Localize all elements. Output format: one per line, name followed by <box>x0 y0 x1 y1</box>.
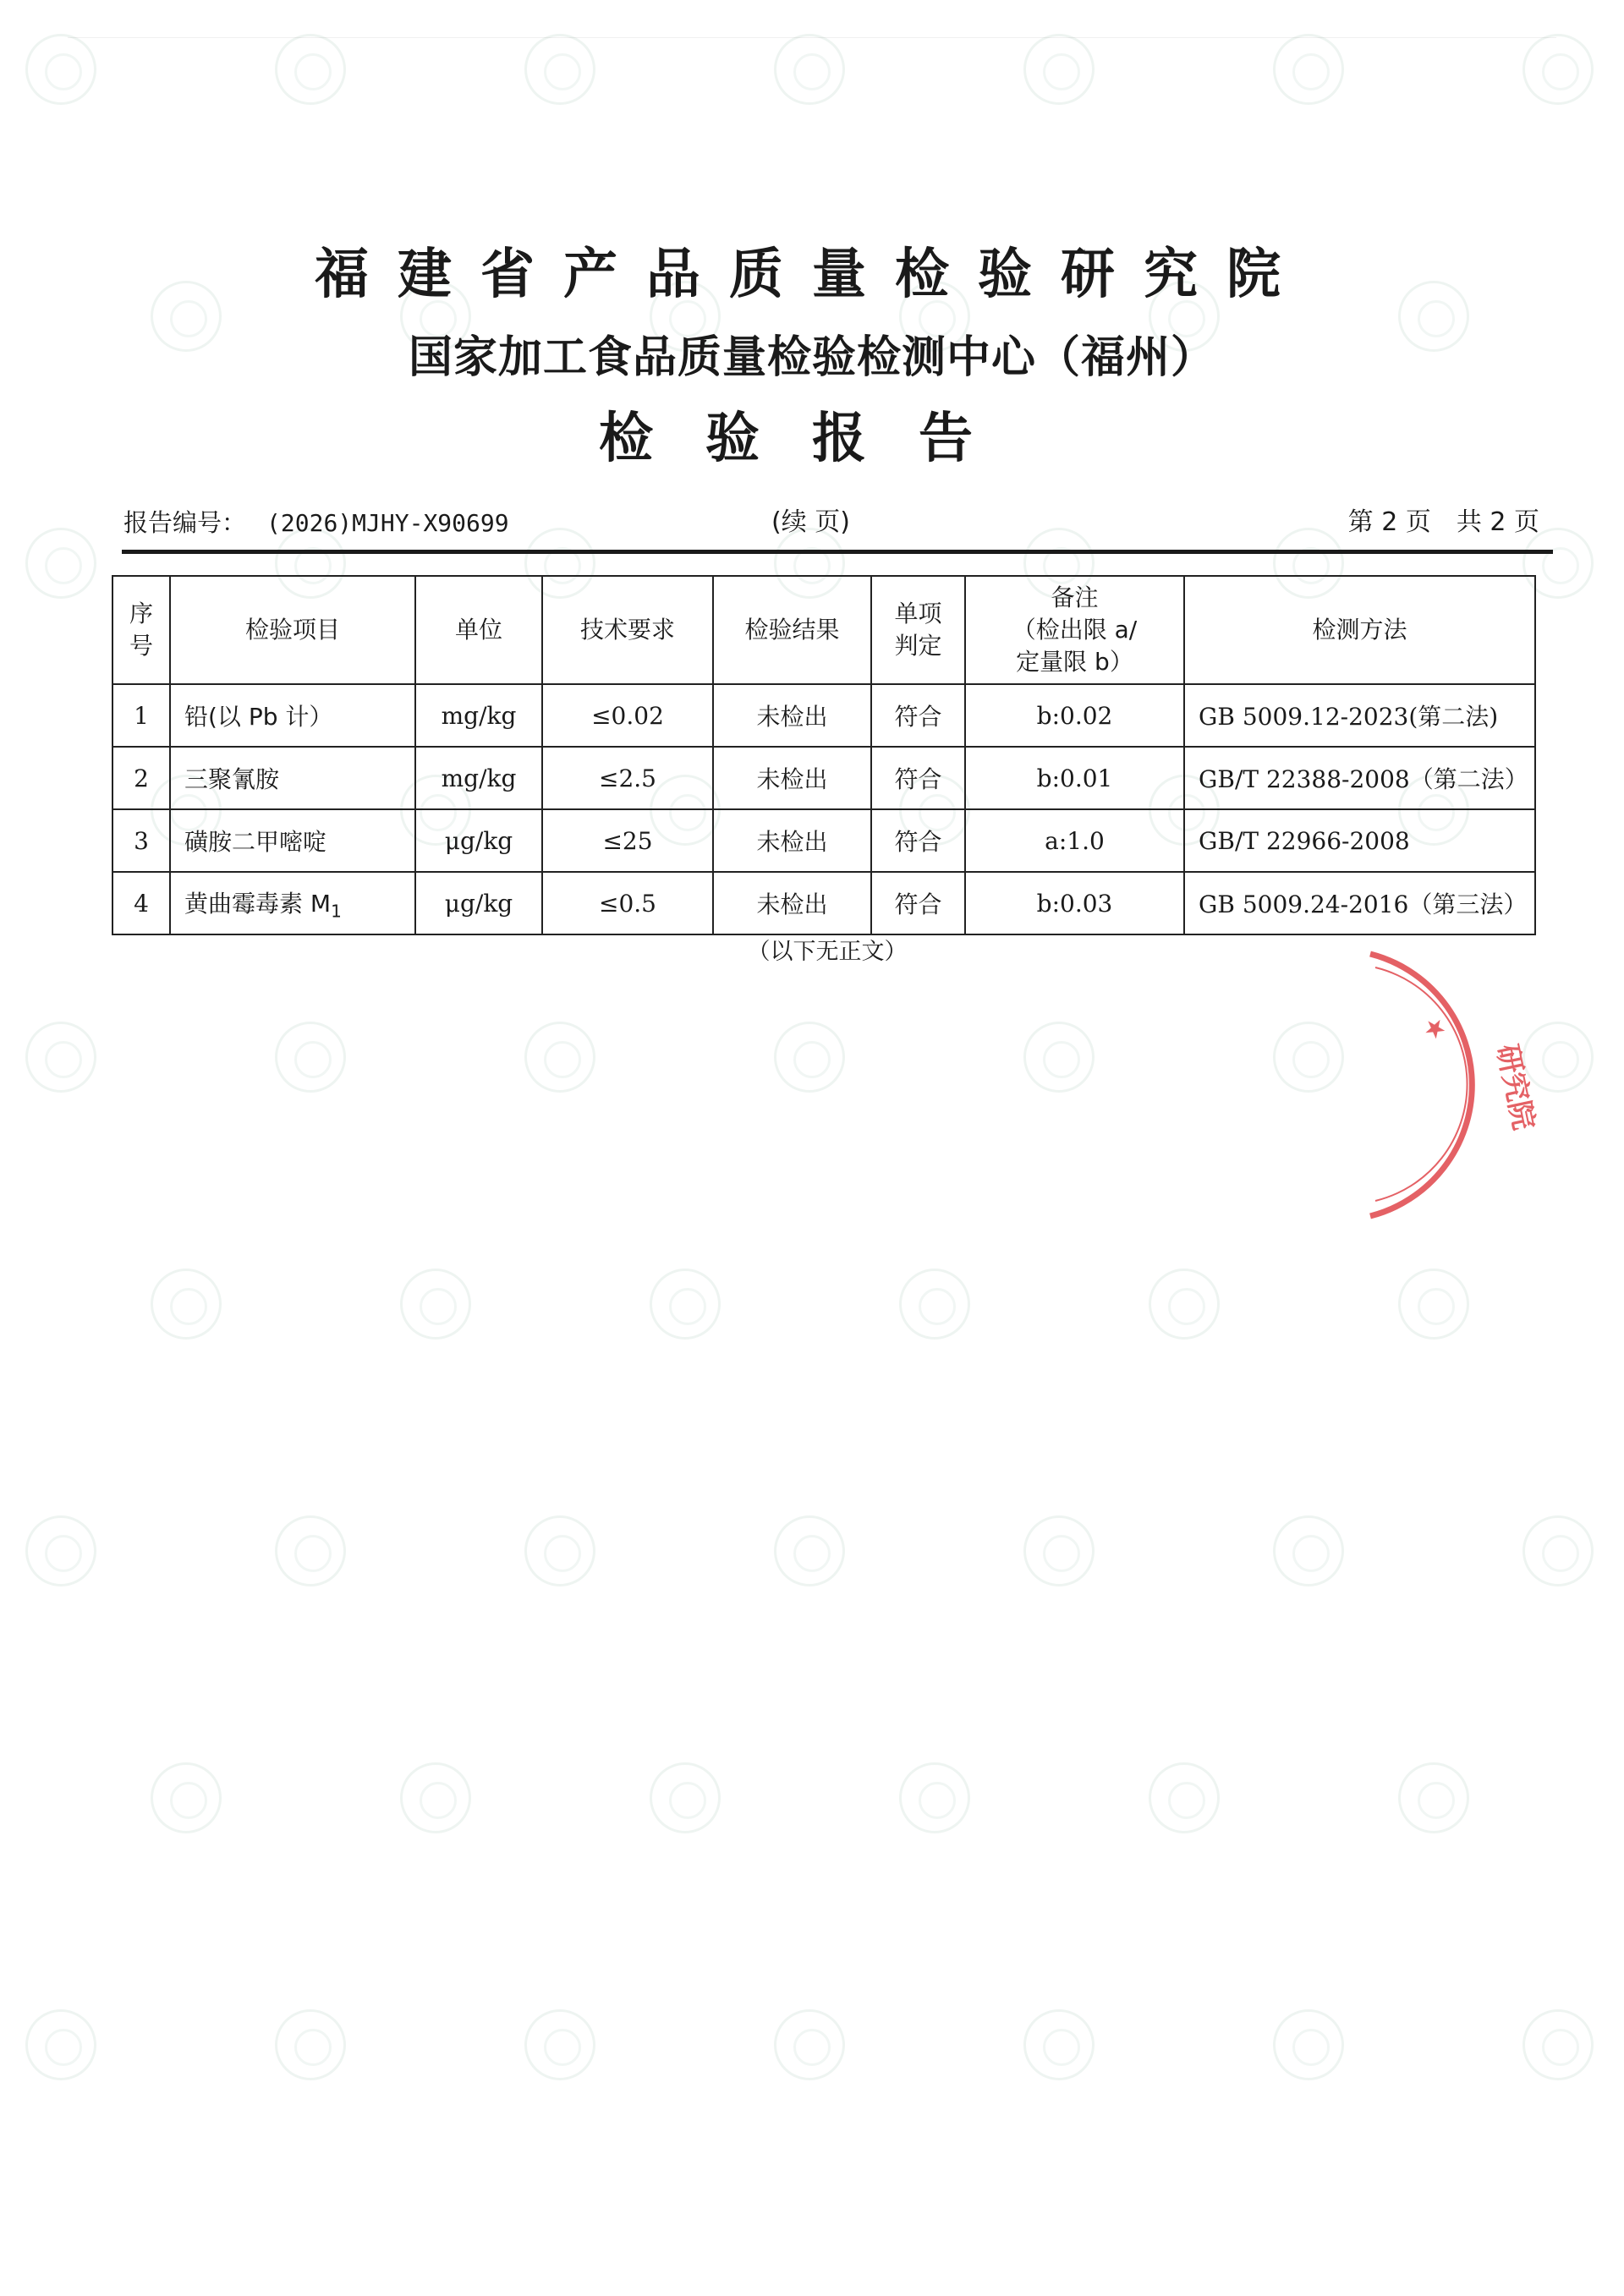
header-item: 检验项目 <box>170 576 415 684</box>
seal-text: 研究院 <box>1490 1041 1541 1133</box>
document-type-title: 检验报告 <box>599 408 1025 470</box>
cell-remark: b:0.02 <box>965 684 1184 747</box>
watermark-emblem <box>1023 1515 1095 1586</box>
watermark-emblem <box>1398 1269 1469 1340</box>
cell-judgment: 符合 <box>871 872 965 934</box>
watermark-emblem <box>151 1762 222 1833</box>
header-judgment-line1: 单项 <box>894 600 942 627</box>
watermark-emblem <box>1023 2009 1095 2080</box>
watermark-emblem <box>1522 1022 1594 1093</box>
cell-item: 铅(以 Pb 计） <box>170 684 415 747</box>
official-seal <box>1294 945 1573 1225</box>
watermark-emblem <box>25 1515 96 1586</box>
table-row <box>112 809 1535 872</box>
watermark-emblem <box>774 1515 845 1586</box>
cell-item: 磺胺二甲嘧啶 <box>170 809 415 872</box>
watermark-emblem <box>1149 1269 1220 1340</box>
cell-judgment: 符合 <box>871 684 965 747</box>
cell-requirement: ≤0.5 <box>542 872 713 934</box>
header-no-line2: 号 <box>129 632 153 660</box>
watermark-emblem <box>774 34 845 105</box>
report-number-value: (2026)MJHY-X90699 <box>266 509 509 537</box>
table-row <box>112 684 1535 747</box>
cell-item: 三聚氰胺 <box>170 747 415 809</box>
cell-no: 1 <box>112 684 170 747</box>
header-judgment <box>871 576 965 684</box>
watermark-emblem <box>151 1269 222 1340</box>
cell-item-text: 黄曲霉毒素 M <box>184 889 332 918</box>
watermark-emblem <box>1522 2009 1594 2080</box>
watermark-emblem <box>25 34 96 105</box>
watermark-emblem <box>1398 1762 1469 1833</box>
watermark-emblem <box>1273 34 1344 105</box>
cell-unit: mg/kg <box>415 684 542 747</box>
seal-inner-ring <box>1375 967 1468 1201</box>
header-no-line1: 序 <box>129 600 153 627</box>
watermark-emblem <box>524 34 595 105</box>
results-table <box>112 575 1536 935</box>
report-number <box>123 506 509 540</box>
continuation-label: (续 页) <box>771 507 850 537</box>
end-of-text-note: （以下无正文） <box>747 939 908 965</box>
cell-remark: a:1.0 <box>965 809 1184 872</box>
cell-no: 3 <box>112 809 170 872</box>
cell-remark: b:0.03 <box>965 872 1184 934</box>
report-number-label: 报告编号： <box>123 508 247 537</box>
watermark-emblem <box>1149 1762 1220 1833</box>
header-method: 检测方法 <box>1184 576 1535 684</box>
watermark-emblem <box>524 1515 595 1586</box>
cell-judgment: 符合 <box>871 809 965 872</box>
cell-item-subscript: 1 <box>331 901 342 922</box>
watermark-emblem <box>899 1269 970 1340</box>
cell-method: GB 5009.12-2023(第二法) <box>1184 684 1535 747</box>
top-edge-line <box>68 37 1556 38</box>
watermark-emblem <box>25 528 96 599</box>
cell-result: 未检出 <box>713 747 871 809</box>
watermark-emblem <box>774 1022 845 1093</box>
cell-result: 未检出 <box>713 872 871 934</box>
watermark-emblem <box>1522 34 1594 105</box>
cell-requirement: ≤0.02 <box>542 684 713 747</box>
cell-remark: b:0.01 <box>965 747 1184 809</box>
cell-method: GB/T 22966-2008 <box>1184 809 1535 872</box>
header-rule <box>122 550 1553 554</box>
cell-item <box>170 872 415 934</box>
institute-title: 福建省产品质量检验研究院 <box>315 244 1309 306</box>
header-unit: 单位 <box>415 576 542 684</box>
cell-requirement: ≤25 <box>542 809 713 872</box>
center-subtitle: 国家加工食品质量检验检测中心（福州） <box>408 332 1215 383</box>
watermark-emblem <box>400 1269 471 1340</box>
cell-unit: μg/kg <box>415 872 542 934</box>
watermark-emblem <box>25 1022 96 1093</box>
watermark-emblem <box>1522 1515 1594 1586</box>
table-row <box>112 747 1535 809</box>
watermark-emblem <box>524 2009 595 2080</box>
watermark-emblem <box>650 1762 721 1833</box>
cell-no: 2 <box>112 747 170 809</box>
watermark-emblem <box>275 1022 346 1093</box>
cell-method: GB 5009.24-2016（第三法） <box>1184 872 1535 934</box>
page-info: 第 2 页 共 2 页 <box>1347 507 1539 537</box>
header-remark-line3: 定量限 b） <box>1016 648 1133 676</box>
watermark-emblem <box>1273 2009 1344 2080</box>
watermark-emblem <box>524 1022 595 1093</box>
cell-requirement: ≤2.5 <box>542 747 713 809</box>
watermark-emblem <box>1273 1515 1344 1586</box>
seal-star: ★ <box>1418 1010 1452 1048</box>
header-requirement: 技术要求 <box>542 576 713 684</box>
watermark-emblem <box>1023 34 1095 105</box>
cell-unit: μg/kg <box>415 809 542 872</box>
watermark-emblem <box>25 2009 96 2080</box>
watermark-emblem <box>1273 1022 1344 1093</box>
watermark-emblem <box>774 2009 845 2080</box>
header-judgment-line2: 判定 <box>894 632 942 660</box>
watermark-emblem <box>400 1762 471 1833</box>
watermark-emblem <box>650 1269 721 1340</box>
watermark-emblem <box>1023 1022 1095 1093</box>
header-no <box>112 576 170 684</box>
seal-ring <box>1370 954 1472 1216</box>
header-result: 检验结果 <box>713 576 871 684</box>
cell-result: 未检出 <box>713 809 871 872</box>
watermark-emblem <box>275 1515 346 1586</box>
header-remark-line2: （检出限 a/ <box>1012 616 1138 644</box>
watermark-emblem <box>275 34 346 105</box>
header-remark <box>965 576 1184 684</box>
cell-method: GB/T 22388-2008（第二法） <box>1184 747 1535 809</box>
table-header-row <box>112 576 1535 684</box>
cell-no: 4 <box>112 872 170 934</box>
cell-judgment: 符合 <box>871 747 965 809</box>
cell-unit: mg/kg <box>415 747 542 809</box>
table-row <box>112 872 1535 934</box>
watermark-emblem <box>899 1762 970 1833</box>
cell-result: 未检出 <box>713 684 871 747</box>
watermark-emblem <box>275 2009 346 2080</box>
header-remark-line1: 备注 <box>1051 584 1099 611</box>
